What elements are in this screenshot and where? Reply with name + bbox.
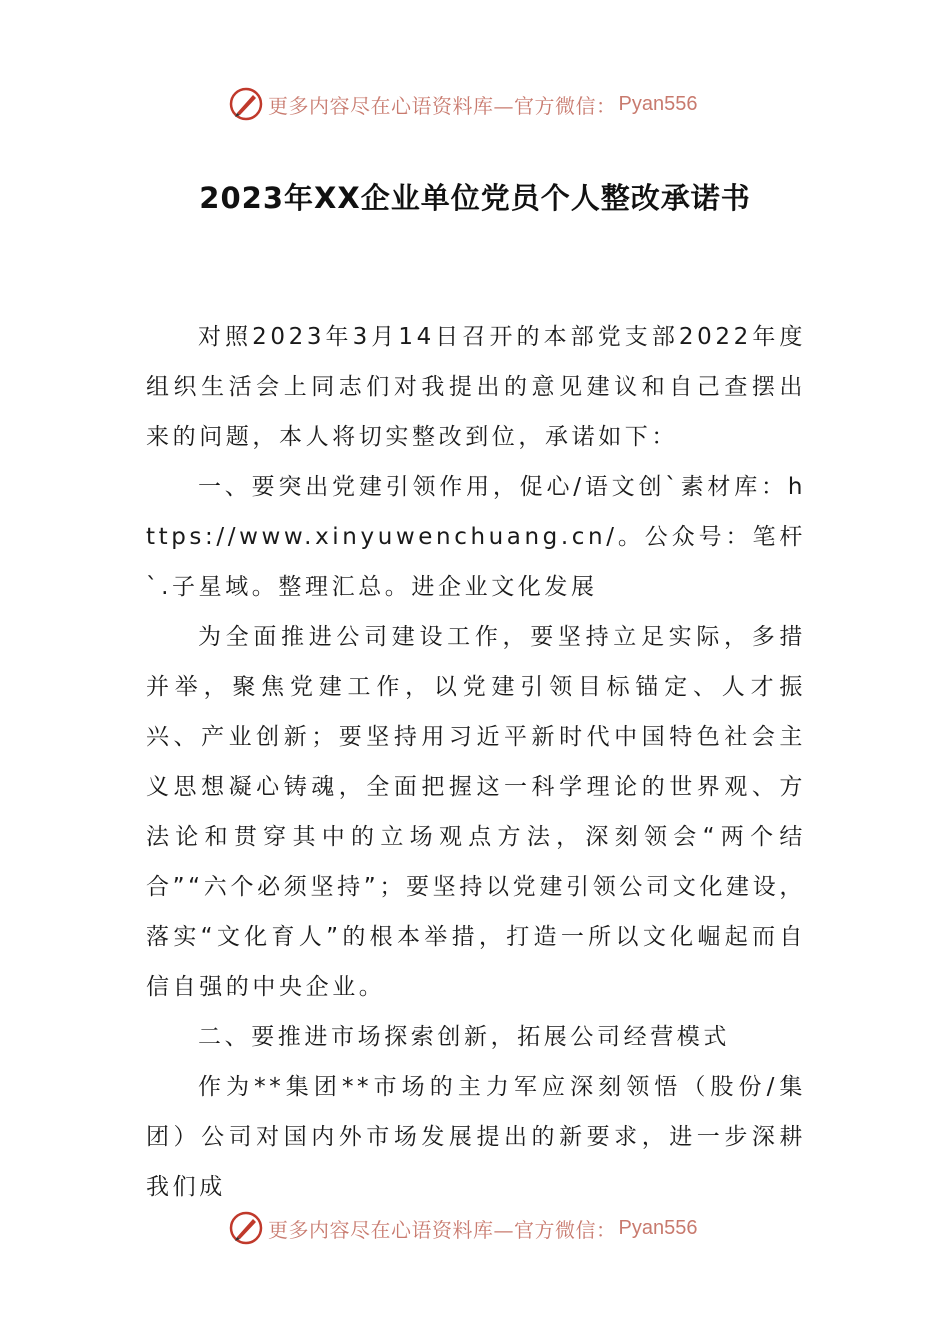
watermark-text: 更多内容尽在心语资料库—官方微信： <box>268 93 617 118</box>
watermark-text: 更多内容尽在心语资料库—官方微信： <box>268 1217 617 1242</box>
watermark-wechat-id: Pyan556 <box>618 1216 698 1239</box>
document-body <box>146 312 806 1212</box>
paragraph-section-2-heading: 二、要推进市场探索创新，拓展公司经营模式 <box>198 1024 730 1050</box>
paragraph-section-2-body: 作为**集团**市场的主力军应深刻领悟（股份/集团）公司对国内外市场发展提出的新要求，进一步深耕我们成 <box>146 1074 806 1200</box>
paragraph-section-1-heading: 一、要突出党建引领作用，促心/语文创`素材库：https://www.xinyuwenchuang.cn/。公众号：笔杆`.子星域。整理汇总。进企业文化发展 <box>146 474 806 600</box>
watermark-footer <box>228 1208 697 1248</box>
watermark-wechat-id: Pyan556 <box>618 92 698 115</box>
document-title: 2023年XX企业单位党员个人整改承诺书 <box>199 181 751 215</box>
watermark-header <box>228 84 697 124</box>
pen-logo-icon <box>228 1210 264 1246</box>
paragraph-section-1-body: 为全面推进公司建设工作，要坚持立足实际，多措并举，聚焦党建工作，以党建引领目标锚定、人才振兴、产业创新；要坚持用习近平新时代中国特色社会主义思想凝心铸魂，全面把握这一科学理论的世界观、方法论和贯穿其中的立场观点方法，深刻领会“两个结合”“六个必须坚持”；要坚持以党建引领公司文化建设，落实“文化育人”的根本举措，打造一所以文化崛起而自信自强的中央企业。 <box>146 624 806 1000</box>
pen-logo-icon <box>228 86 264 122</box>
paragraph-intro: 对照2023年3月14日召开的本部党支部2022年度组织生活会上同志们对我提出的意见建议和自己查摆出来的问题，本人将切实整改到位，承诺如下： <box>146 324 806 450</box>
